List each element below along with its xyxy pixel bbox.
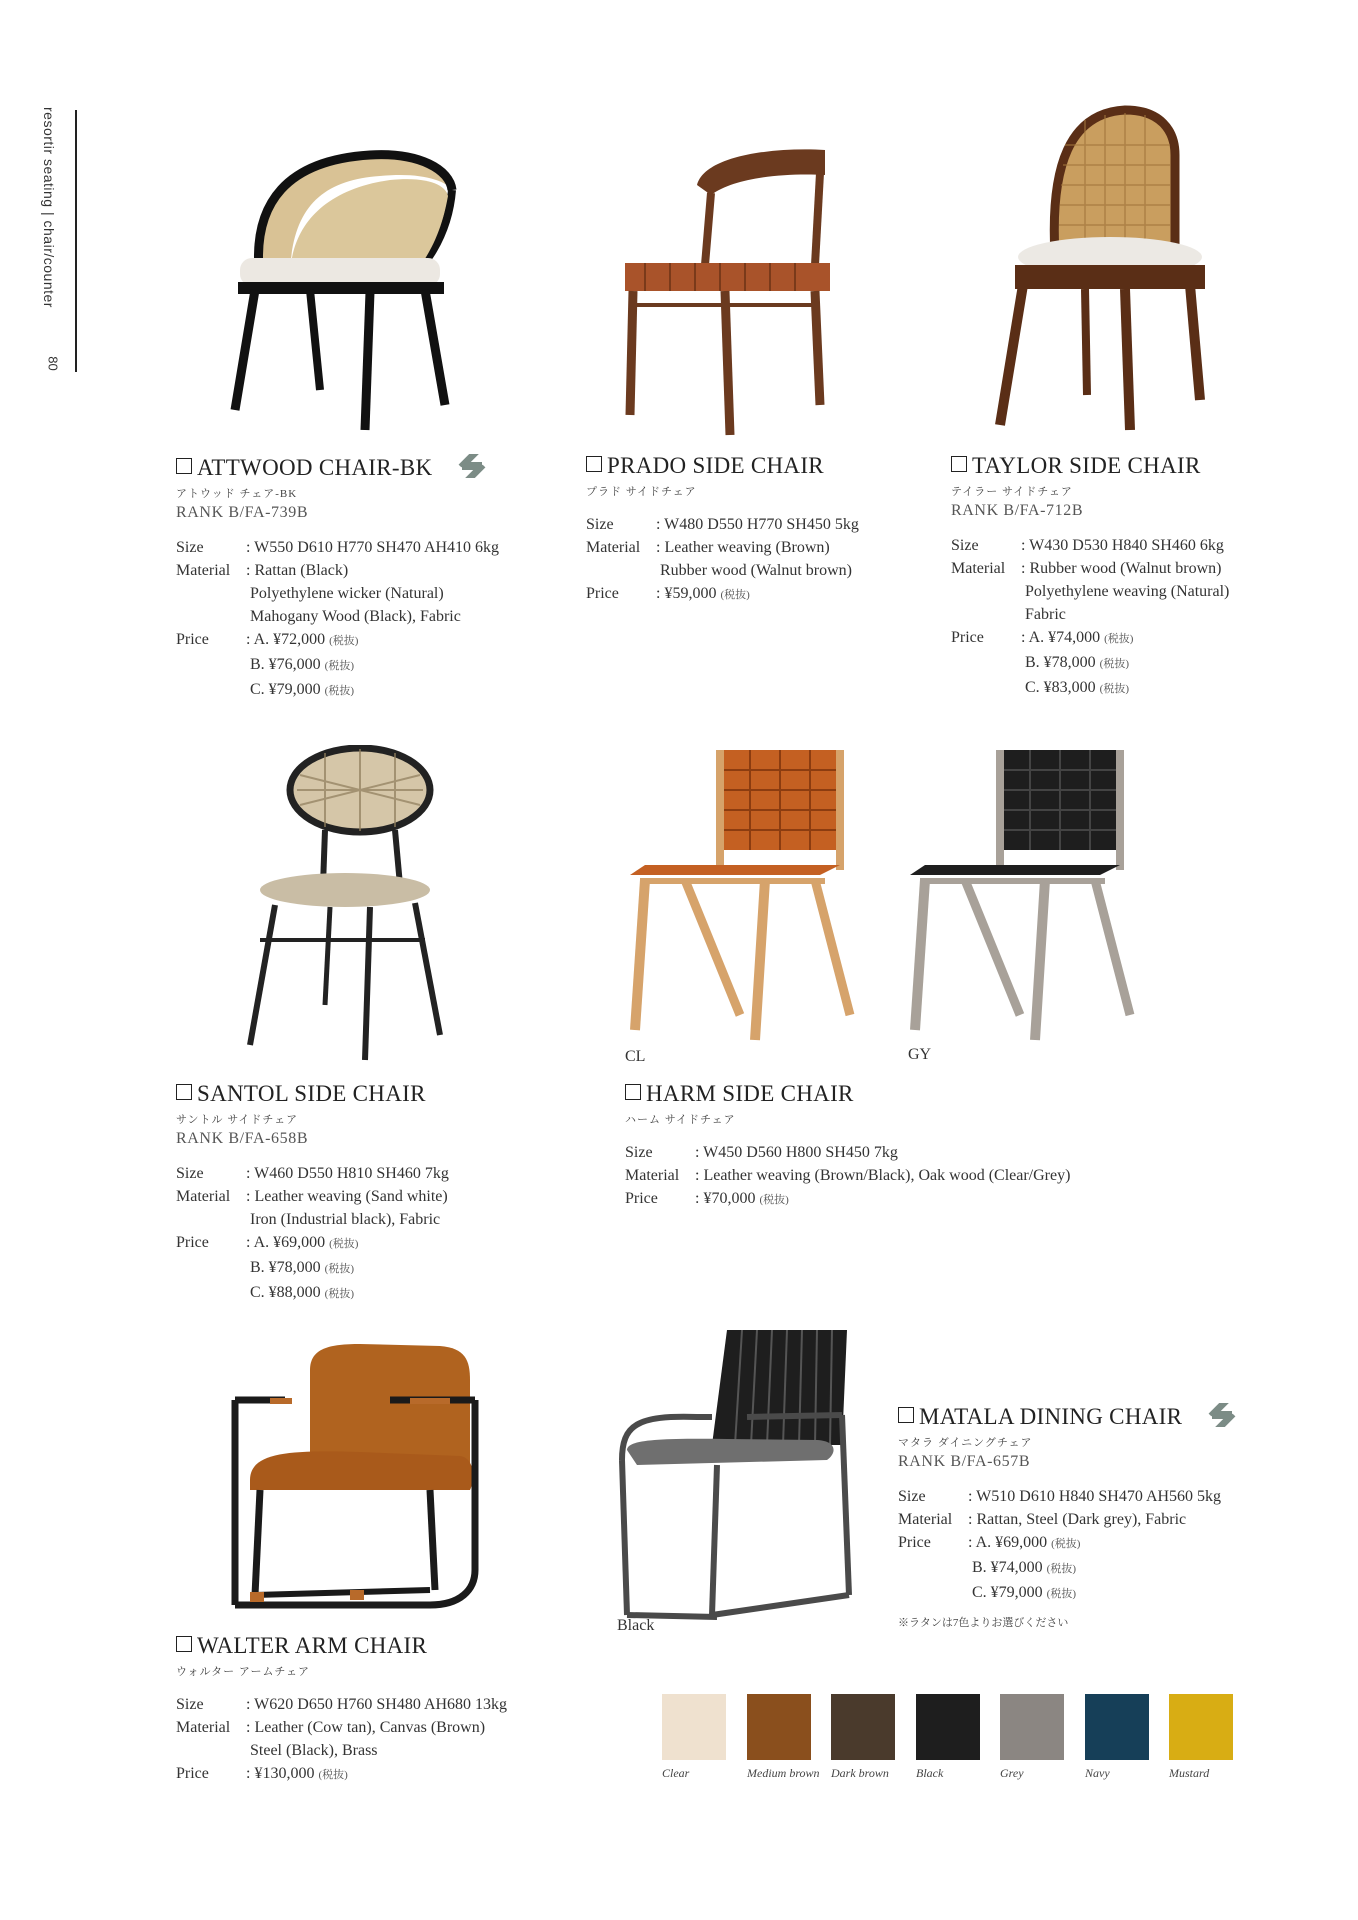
checkbox-icon	[176, 1636, 192, 1652]
size-value: : W460 D550 H810 SH460 7kg	[246, 1165, 449, 1182]
checkbox-icon	[586, 456, 602, 472]
attwood-chair-image	[220, 140, 470, 440]
harm-variant-cl: CL	[625, 1048, 646, 1065]
material-value: : Leather weaving (Brown/Black), Oak wood (Clear/Grey)	[695, 1167, 1071, 1184]
matala-title	[898, 1402, 1238, 1430]
harm-variant-gy: GY	[908, 1046, 932, 1063]
material-value: Mahogany Wood (Black), Fabric	[250, 608, 461, 625]
taylor-name: TAYLOR SIDE CHAIR	[972, 453, 1201, 478]
tax-note: (税抜)	[1099, 658, 1129, 670]
walter-info	[176, 1633, 507, 1787]
price-c: C. ¥79,000	[250, 681, 321, 698]
size-label: Size	[176, 1696, 204, 1713]
page-number: 80	[45, 356, 61, 371]
material-value: Steel (Black), Brass	[250, 1742, 378, 1759]
attwood-spec	[176, 536, 499, 703]
price-label: Price	[176, 1234, 209, 1251]
walter-title	[176, 1633, 507, 1659]
price-label: Price	[176, 1765, 209, 1782]
prado-kana: プラド サイドチェア	[586, 486, 697, 498]
santol-info	[176, 1081, 449, 1306]
material-value: : Rubber wood (Walnut brown)	[1021, 560, 1222, 577]
swatch-color	[747, 1694, 811, 1760]
tax-note: (税抜)	[759, 1194, 789, 1206]
tax-note: (税抜)	[324, 660, 354, 672]
swatch-color	[1085, 1694, 1149, 1760]
material-label: Material	[951, 560, 1006, 577]
tax-note: (税抜)	[1099, 683, 1129, 695]
swatch-color	[916, 1694, 980, 1760]
swatch-label: Mustard	[1169, 1766, 1210, 1780]
harm-name: HARM SIDE CHAIR	[646, 1081, 854, 1106]
swatch-color	[662, 1694, 726, 1760]
price-value: : ¥59,000	[656, 585, 717, 602]
santol-spec	[176, 1162, 449, 1306]
size-label: Size	[176, 539, 204, 556]
price-a: : A. ¥69,000	[246, 1234, 326, 1251]
price-label: Price	[176, 631, 209, 648]
tax-note: (税抜)	[329, 1238, 359, 1250]
price-c: C. ¥88,000	[250, 1284, 321, 1301]
size-value: : W480 D550 H770 SH450 5kg	[656, 516, 859, 533]
santol-chair-image	[235, 745, 455, 1065]
tax-note: (税抜)	[324, 1288, 354, 1300]
checkbox-icon	[625, 1084, 641, 1100]
swatch-navy	[1085, 1694, 1149, 1781]
sidebar-divider	[75, 110, 77, 372]
prado-spec	[586, 513, 859, 607]
swatch-label: Navy	[1085, 1766, 1110, 1780]
swatch-mustard	[1169, 1694, 1233, 1781]
price-c: C. ¥79,000	[972, 1584, 1043, 1601]
material-value: : Leather weaving (Sand white)	[246, 1188, 448, 1205]
sidebar-label	[40, 107, 60, 370]
material-value: Iron (Industrial black), Fabric	[250, 1211, 441, 1228]
attwood-info	[176, 453, 499, 703]
taylor-chair-image	[975, 105, 1205, 445]
material-value: Polyethylene weaving (Natural)	[1025, 583, 1230, 600]
walter-chair-image	[230, 1340, 485, 1620]
tax-note: (税抜)	[1051, 1538, 1081, 1550]
attwood-title	[176, 453, 499, 481]
attwood-rank: RANK B/FA-739B	[176, 504, 309, 521]
material-label: Material	[176, 1719, 231, 1736]
size-value: : W450 D560 H800 SH450 7kg	[695, 1144, 898, 1161]
taylor-title	[951, 453, 1229, 479]
harm-title	[625, 1081, 1070, 1107]
swatch-color	[831, 1694, 895, 1760]
price-b: B. ¥78,000	[1025, 654, 1096, 671]
material-value: Polyethylene wicker (Natural)	[250, 585, 444, 602]
swatch-color	[1000, 1694, 1064, 1760]
harm-chair-cl-image	[625, 745, 855, 1045]
renewal-icon	[456, 453, 488, 479]
prado-title	[586, 453, 859, 479]
price-label: Price	[625, 1190, 658, 1207]
material-value: : Leather (Cow tan), Canvas (Brown)	[246, 1719, 486, 1736]
material-label: Material	[625, 1167, 680, 1184]
prado-info	[586, 453, 859, 607]
matala-note: ※ラタンは7色よりお選びください	[898, 1617, 1069, 1629]
material-label: Material	[898, 1511, 953, 1528]
size-label: Size	[898, 1488, 926, 1505]
matala-spec	[898, 1485, 1238, 1606]
price-label: Price	[898, 1534, 931, 1551]
swatch-label: Grey	[1000, 1766, 1024, 1780]
checkbox-icon	[951, 456, 967, 472]
material-label: Material	[176, 562, 231, 579]
swatch-color	[1169, 1694, 1233, 1760]
price-label: Price	[951, 629, 984, 646]
taylor-kana: テイラー サイドチェア	[951, 486, 1073, 498]
attwood-kana: アトウッド チェア-BK	[176, 488, 298, 500]
tax-note: (税抜)	[318, 1769, 348, 1781]
taylor-rank: RANK B/FA-712B	[951, 502, 1084, 519]
tax-note: (税抜)	[324, 685, 354, 697]
swatch-label: Black	[916, 1766, 944, 1780]
matala-rank: RANK B/FA-657B	[898, 1453, 1031, 1470]
material-value: : Rattan (Black)	[246, 562, 349, 579]
matala-variant: Black	[617, 1617, 655, 1634]
matala-chair-image	[617, 1325, 857, 1625]
price-label: Price	[586, 585, 619, 602]
taylor-spec	[951, 534, 1229, 701]
sidebar-label-text: resortir seating | chair/counter	[41, 107, 57, 308]
material-value: Fabric	[1025, 606, 1066, 623]
price-value: : ¥130,000	[246, 1765, 315, 1782]
tax-note: (税抜)	[720, 589, 750, 601]
swatch-grey	[1000, 1694, 1064, 1781]
material-value: Rubber wood (Walnut brown)	[660, 562, 853, 579]
size-label: Size	[176, 1165, 204, 1182]
material-value: : Rattan, Steel (Dark grey), Fabric	[968, 1511, 1187, 1528]
santol-name: SANTOL SIDE CHAIR	[197, 1081, 426, 1106]
price-c: C. ¥83,000	[1025, 679, 1096, 696]
size-label: Size	[951, 537, 979, 554]
tax-note: (税抜)	[1046, 1588, 1076, 1600]
price-b: B. ¥78,000	[250, 1259, 321, 1276]
tax-note: (税抜)	[1046, 1563, 1076, 1575]
prado-name: PRADO SIDE CHAIR	[607, 453, 824, 478]
price-b: B. ¥76,000	[250, 656, 321, 673]
checkbox-icon	[176, 458, 192, 474]
swatch-black	[916, 1694, 980, 1781]
santol-rank: RANK B/FA-658B	[176, 1130, 309, 1147]
swatch-clear	[662, 1694, 726, 1781]
renewal-icon	[1206, 1402, 1238, 1428]
walter-name: WALTER ARM CHAIR	[197, 1633, 428, 1658]
checkbox-icon	[176, 1084, 192, 1100]
material-label: Material	[586, 539, 641, 556]
price-a: : A. ¥72,000	[246, 631, 326, 648]
matala-kana: マタラ ダイニングチェア	[898, 1437, 1033, 1449]
checkbox-icon	[898, 1407, 914, 1423]
harm-kana: ハーム サイドチェア	[625, 1114, 736, 1126]
size-value: : W510 D610 H840 SH470 AH560 5kg	[968, 1488, 1222, 1505]
price-b: B. ¥74,000	[972, 1559, 1043, 1576]
matala-info	[898, 1402, 1238, 1630]
price-a: : A. ¥74,000	[1021, 629, 1101, 646]
material-label: Material	[176, 1188, 231, 1205]
harm-chair-gy-image	[905, 745, 1135, 1045]
price-a: : A. ¥69,000	[968, 1534, 1048, 1551]
price-value: : ¥70,000	[695, 1190, 756, 1207]
swatch-label: Clear	[662, 1766, 690, 1780]
harm-spec	[625, 1141, 1070, 1212]
size-label: Size	[586, 516, 614, 533]
attwood-name: ATTWOOD CHAIR-BK	[197, 455, 433, 480]
santol-kana: サントル サイドチェア	[176, 1114, 299, 1126]
tax-note: (税抜)	[1104, 633, 1134, 645]
walter-spec	[176, 1693, 507, 1787]
tax-note: (税抜)	[329, 635, 359, 647]
swatch-label: Dark brown	[831, 1766, 889, 1780]
swatch-medium-brown	[747, 1694, 820, 1781]
matala-name: MATALA DINING CHAIR	[919, 1404, 1183, 1429]
material-value: : Leather weaving (Brown)	[656, 539, 830, 556]
walter-kana: ウォルター アームチェア	[176, 1666, 310, 1678]
santol-title	[176, 1081, 449, 1107]
swatch-label: Medium brown	[747, 1766, 820, 1780]
size-value: : W550 D610 H770 SH470 AH410 6kg	[246, 539, 500, 556]
taylor-info	[951, 453, 1229, 701]
harm-info	[625, 1081, 1070, 1212]
size-value: : W430 D530 H840 SH460 6kg	[1021, 537, 1224, 554]
size-value: : W620 D650 H760 SH480 AH680 13kg	[246, 1696, 508, 1713]
size-label: Size	[625, 1144, 653, 1161]
tax-note: (税抜)	[324, 1263, 354, 1275]
swatch-dark-brown	[831, 1694, 895, 1781]
prado-chair-image	[615, 145, 835, 445]
